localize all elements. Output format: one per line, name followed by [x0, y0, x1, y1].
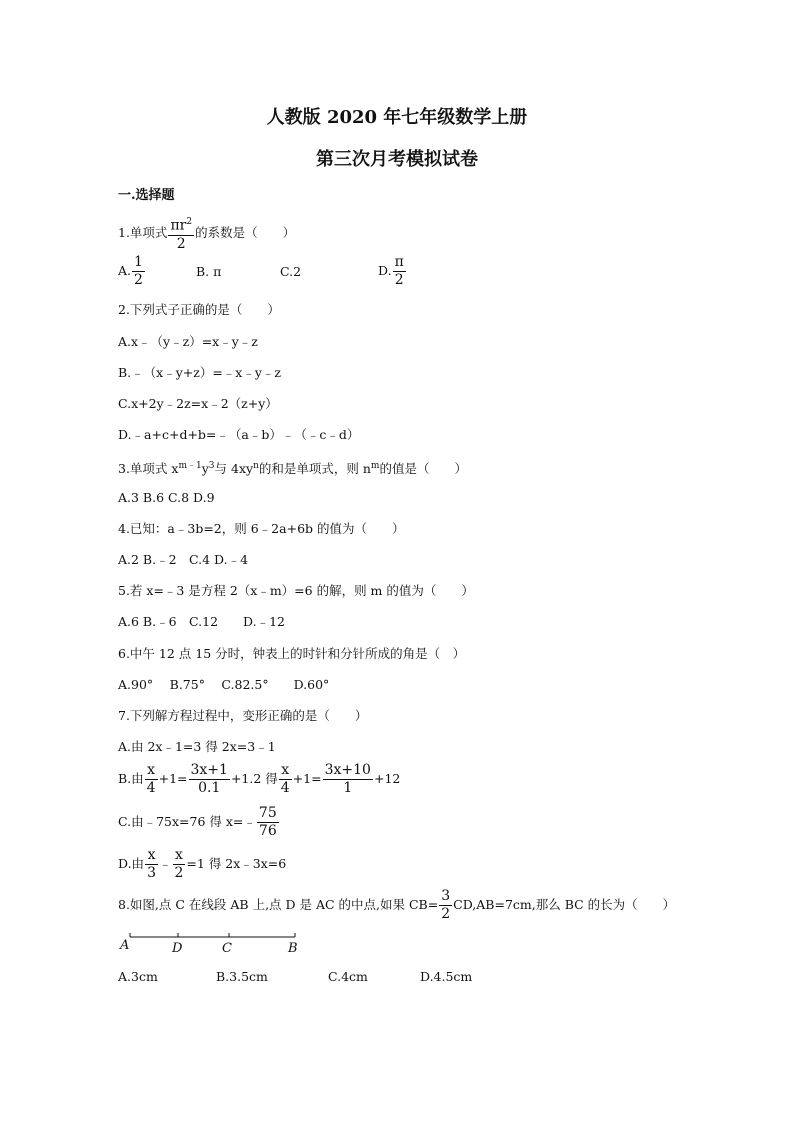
- q1-frac-denominator: 2: [176, 235, 186, 252]
- q7b-f3-denominator: 4: [280, 780, 290, 796]
- label-a: A: [120, 938, 130, 953]
- q3-exp-3: n: [253, 461, 259, 471]
- q7d-part-1: D.由: [118, 856, 145, 871]
- question-2-option-c: C.x+2y﹣2z=x﹣2（z+y）: [118, 396, 278, 411]
- q1-opt-d-label: D.: [378, 263, 392, 278]
- label-b: B: [288, 941, 298, 956]
- q1-opt-a-numerator: 1: [134, 254, 143, 270]
- document-subtitle: 第三次月考模拟试卷: [316, 149, 478, 170]
- q7b-part-3: +1.2 得: [230, 771, 278, 786]
- question-6-options: A.90° B.75° C.82.5° D.60°: [118, 677, 330, 692]
- q7b-part-1: B.由: [118, 771, 144, 786]
- q7c-numerator: 75: [258, 805, 277, 821]
- question-7-stem: 7.下列解方程过程中，变形正确的是（ ）: [118, 708, 368, 723]
- question-7-option-b: [118, 762, 400, 797]
- q3-exp-4: m: [370, 461, 380, 471]
- q1-suffix: 的系数是（ ）: [195, 224, 296, 240]
- question-6-stem: 6.中午 12 点 15 分时，钟表上的时针和分针所成的角是（ ）: [118, 646, 466, 661]
- question-2-option-a: A.x﹣（y﹣z）=x﹣y﹣z: [118, 334, 258, 349]
- q3-exp-2: 3: [208, 461, 215, 471]
- q3-part-2: y: [201, 461, 209, 477]
- question-1-option-b: B. π: [196, 264, 222, 279]
- q7d-f2-numerator: x: [173, 847, 186, 865]
- question-4-stem: 4.已知：a﹣3b=2，则 6﹣2a+6b 的值为（ ）: [118, 521, 405, 536]
- q7b-f3-numerator: x: [279, 762, 292, 780]
- q1-opt-d-denominator: 2: [394, 272, 404, 288]
- q1-fraction: [168, 214, 194, 253]
- question-3-stem: [118, 458, 467, 477]
- q7b-f2-denominator: 0.1: [198, 780, 221, 796]
- question-3-options: A.3 B.6 C.8 D.9: [118, 490, 215, 505]
- q7b-fraction-4: [323, 762, 373, 797]
- question-1-stem: [118, 214, 295, 253]
- question-8-stem: [118, 888, 675, 923]
- q7c-denominator: 76: [258, 823, 277, 839]
- q7b-part-2: +1=: [158, 771, 188, 786]
- q8-denominator: 2: [441, 906, 451, 922]
- q7b-f4-denominator: 1: [343, 780, 353, 796]
- question-2-option-b: B.﹣（x﹣y+z）=﹣x﹣y﹣z: [118, 365, 282, 380]
- section-heading: 一.选择题: [118, 188, 175, 203]
- q8-part-1: 8.如图,点 C 在线段 AB 上,点 D 是 AC 的中点,如果 CB=: [118, 897, 439, 912]
- q7d-part-2: ﹣: [158, 856, 172, 871]
- question-2-option-d: D.﹣a+c+d+b=﹣（a﹣b）﹣（﹣c﹣d）: [118, 427, 360, 442]
- q7d-f1-denominator: 3: [147, 865, 156, 881]
- question-8-option-a: A.3cm: [118, 969, 158, 984]
- q7b-part-5: +12: [373, 771, 401, 786]
- question-4-options: A.2 B.﹣2 C.4 D.﹣4: [118, 552, 249, 567]
- question-8-option-d: D.4.5cm: [420, 969, 473, 984]
- q3-part-1: 3.单项式 x: [118, 461, 179, 477]
- q3-part-3: 与 4xy: [214, 461, 254, 477]
- document-title: 人教版 2020 年七年级数学上册: [266, 107, 528, 128]
- q1-opt-d-fraction: [393, 254, 406, 289]
- question-1-option-a: [118, 254, 146, 289]
- q7c-fraction: [257, 805, 279, 840]
- label-d: D: [172, 941, 183, 956]
- q7b-part-4: +1=: [292, 771, 322, 786]
- label-c: C: [222, 941, 232, 956]
- question-7-option-c: [118, 805, 280, 840]
- q3-exp-1: m﹣1: [178, 461, 202, 471]
- q1-opt-a-label: A.: [118, 263, 132, 278]
- q7b-f1-numerator: x: [145, 762, 158, 780]
- question-1-option-c: C.2: [280, 264, 302, 279]
- question-8-option-c: C.4cm: [328, 969, 368, 984]
- q7b-f4-numerator: 3x+10: [324, 762, 371, 778]
- q1-prefix: 1.单项式: [118, 224, 168, 240]
- q1-opt-a-denominator: 2: [134, 272, 143, 288]
- q8-fraction: [439, 888, 452, 923]
- q3-part-5: 的值是（ ）: [379, 461, 467, 477]
- question-5-options: A.6 B.﹣6 C.12 D.﹣12: [118, 614, 285, 629]
- segment-diagram: [114, 928, 314, 958]
- q1-frac-numerator-exponent: 2: [186, 217, 193, 227]
- q8-part-2: CD,AB=7cm,那么 BC 的长为（ ）: [453, 897, 676, 912]
- q1-opt-a-fraction: [132, 254, 145, 289]
- q7d-fraction-2: [173, 847, 186, 882]
- q7d-f1-numerator: x: [145, 847, 158, 865]
- q1-frac-numerator: πr: [170, 217, 187, 234]
- q7b-fraction-3: [279, 762, 292, 797]
- q7c-part-1: C.由﹣75x=76 得 x=﹣: [118, 814, 256, 829]
- question-7-option-a: A.由 2x﹣1=3 得 2x=3﹣1: [118, 739, 276, 754]
- question-8-option-b: B.3.5cm: [216, 969, 268, 984]
- q7b-fraction-1: [145, 762, 158, 797]
- question-2-stem: 2.下列式子正确的是（ ）: [118, 302, 280, 317]
- q7d-part-3: =1 得 2x﹣3x=6: [186, 856, 287, 871]
- q7b-f2-numerator: 3x+1: [190, 762, 228, 778]
- q7b-fraction-2: [189, 762, 230, 797]
- q7b-f1-denominator: 4: [146, 780, 156, 796]
- question-5-stem: 5.若 x=﹣3 是方程 2（x﹣m）=6 的解，则 m 的值为（ ）: [118, 583, 474, 598]
- question-7-option-d: [118, 847, 286, 882]
- question-1-option-d: [378, 254, 407, 289]
- q8-numerator: 3: [441, 888, 451, 904]
- q3-part-4: 的和是单项式，则 n: [258, 461, 371, 477]
- q7d-fraction-1: [145, 847, 158, 882]
- q7d-f2-denominator: 2: [174, 865, 184, 881]
- q1-opt-d-numerator: π: [394, 254, 404, 270]
